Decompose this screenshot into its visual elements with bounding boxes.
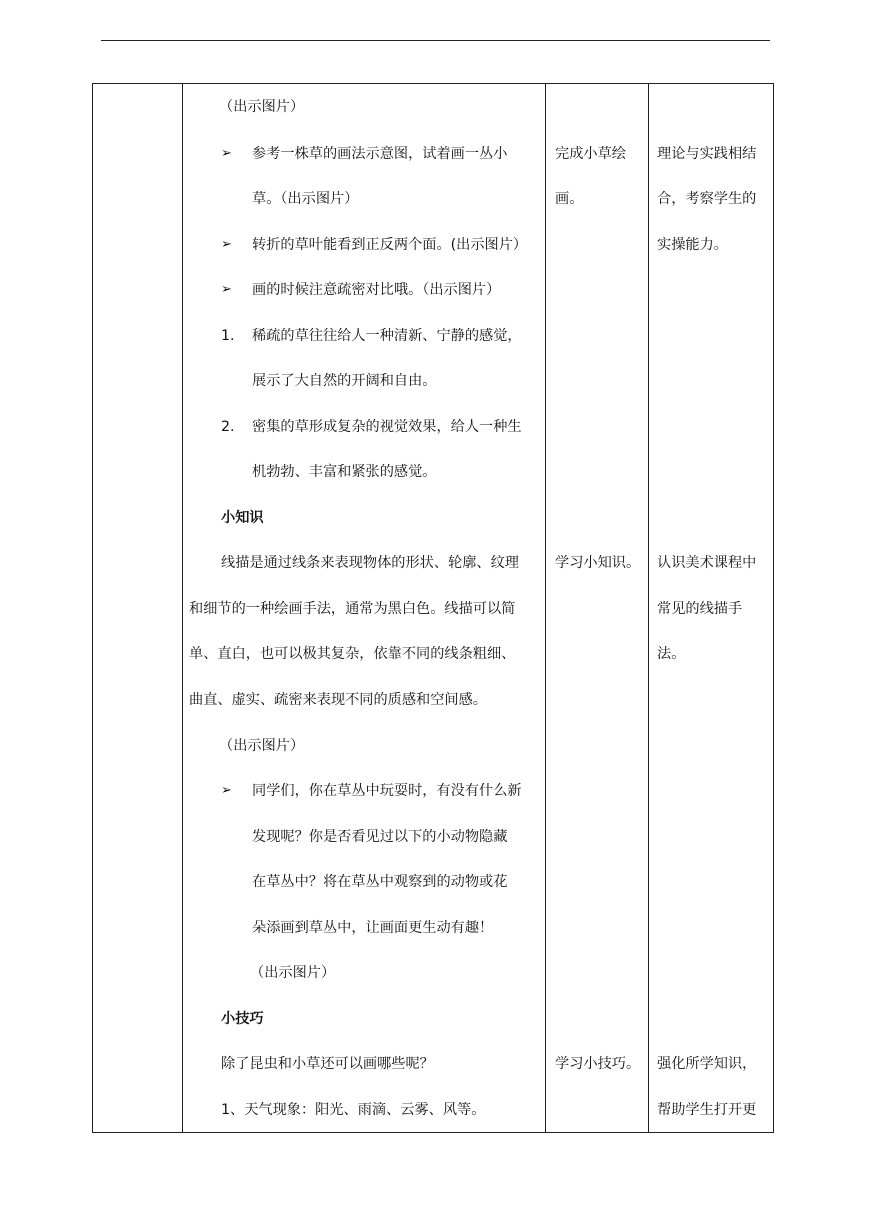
bullet-text: 朵添画到草丛中，让画面更生动有趣！	[252, 920, 494, 936]
list-item-text: 密集的草形成复杂的视觉效果，给人一种生	[252, 419, 522, 435]
show-image-note: （出示图片）	[250, 965, 336, 981]
list-item-text: 机勃勃、丰富和紧张的感觉。	[252, 464, 437, 480]
paragraph-line: 曲直、虚实、疏密来表现不同的质感和空间感。	[189, 692, 487, 708]
paragraph-line: 线描是通过线条来表现物体的形状、轮廓、纹理	[221, 555, 519, 571]
bullet-arrow-icon: ➢	[221, 282, 232, 297]
header-rule	[101, 40, 770, 41]
list-number: 1.	[221, 328, 235, 344]
intent-text: 帮助学生打开更	[657, 1102, 757, 1118]
activity-text: 学习小技巧。	[555, 1056, 641, 1072]
section-heading-knowledge: 小知识	[221, 510, 264, 526]
activity-text: 完成小草绘	[555, 146, 626, 162]
bullet-text: 在草丛中？将在草丛中观察到的动物或花	[252, 874, 508, 890]
bullet-text: 转折的草叶能看到正反两个面。(出示图片）	[252, 237, 528, 253]
show-image-note: （出示图片）	[219, 99, 305, 115]
section-heading-tips: 小技巧	[221, 1011, 264, 1027]
column-divider-1	[182, 83, 183, 1133]
column-divider-3	[648, 83, 649, 1133]
bullet-arrow-icon: ➢	[221, 783, 232, 798]
intent-text: 强化所学知识，	[657, 1056, 757, 1072]
bullet-text: 发现呢？你是否看见过以下的小动物隐藏	[252, 829, 508, 845]
intent-text: 法。	[657, 646, 686, 662]
bullet-text: 参考一株草的画法示意图，试着画一丛小	[252, 146, 508, 162]
bullet-arrow-icon: ➢	[221, 237, 232, 252]
intent-text: 认识美术课程中	[657, 555, 757, 571]
column-divider-2	[545, 83, 546, 1133]
list-number: 2.	[221, 419, 235, 435]
activity-text: 学习小知识。	[555, 555, 641, 571]
list-item-text: 稀疏的草往往给人一种清新、宁静的感觉，	[252, 328, 522, 344]
activity-text: 画。	[555, 191, 584, 207]
bullet-arrow-icon: ➢	[221, 146, 232, 161]
bullet-text: 同学们，你在草丛中玩耍时，有没有什么新	[252, 783, 522, 799]
bullet-text: 画的时候注意疏密对比哦。（出示图片）	[252, 282, 501, 298]
intent-text: 合，考察学生的	[657, 191, 757, 207]
intent-text: 实操能力。	[657, 237, 728, 253]
list-item-text: 展示了大自然的开阔和自由。	[252, 373, 437, 389]
intent-text: 常见的线描手	[657, 601, 743, 617]
paragraph-line: 除了昆虫和小草还可以画哪些呢？	[221, 1056, 434, 1072]
paragraph-line: 和细节的一种绘画手法，通常为黑白色。线描可以简	[189, 601, 516, 617]
paragraph-line: 1、天气现象：阳光、雨滴、云雾、风等。	[221, 1102, 486, 1118]
bullet-text: 草。（出示图片）	[252, 191, 359, 207]
show-image-note: （出示图片）	[219, 738, 305, 754]
intent-text: 理论与实践相结	[657, 146, 757, 162]
paragraph-line: 单、直白，也可以极其复杂，依靠不同的线条粗细、	[189, 646, 516, 662]
